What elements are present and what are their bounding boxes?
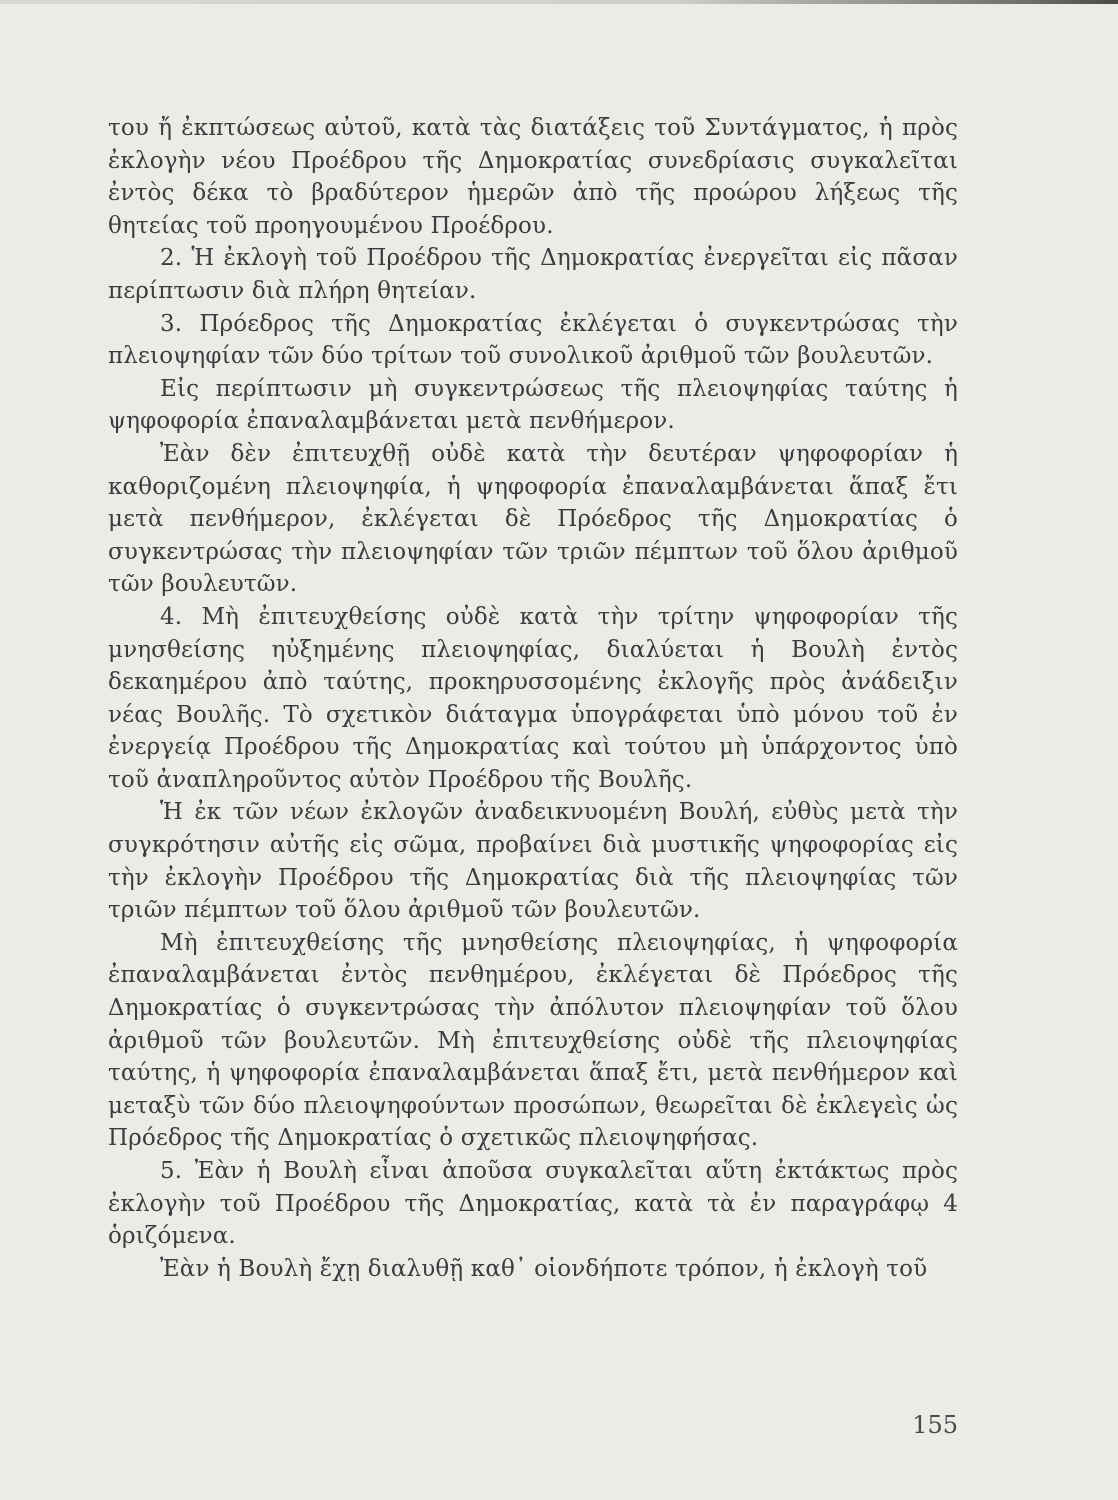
paragraph: Μὴ ἐπιτευχθείσης τῆς μνησθείσης πλειοψηφίας, ἡ ψηφοφορία ἐπαναλαμβάνεται ἐντὸς πενθημέρου, ἐκλέγεται δὲ Πρόεδρος τῆς Δημοκρατίας ὁ συγκεντρώσας τὴν ἀπόλυτον πλειοψηφίαν τοῦ ὅλου ἀριθμοῦ τῶν βουλευτῶν. Μὴ ἐπιτευχθείσης οὐδὲ τῆς πλειοψηφίας ταύτης, ἡ ψηφοφορία ἐπαναλαμβάνεται ἅπαξ ἔτι, μετὰ πενθήμερον καὶ μεταξὺ τῶν δύο πλειοψηφούντων προσώπων, θεωρεῖται δὲ ἐκλεγεὶς ὡς Πρόεδρος τῆς Δημοκρατίας ὁ σχετικῶς πλειοψηφήσας. <box>108 929 958 1152</box>
paragraph: 2. Ἡ ἐκλογὴ τοῦ Προέδρου τῆς Δημοκρατίας ἐνεργεῖται εἰς πᾶσαν περίπτωσιν διὰ πλήρη θητείαν. <box>108 245 958 304</box>
paragraph: του ἤ ἐκπτώσεως αὐτοῦ, κατὰ τὰς διατάξεις τοῦ Συντάγματος, ἡ πρὸς ἐκλογὴν νέου Προέδρου τῆς Δημοκρατίας συνεδρίασις συγκαλεῖται ἐντὸς δέκα τὸ βραδύτερον ἡμερῶν ἀπὸ τῆς προώρου λήξεως τῆς θητείας τοῦ προηγουμένου Προέδρου. <box>108 115 958 239</box>
paragraph: 5. Ἐὰν ἡ Βουλὴ εἶναι ἀποῦσα συγκαλεῖται αὕτη ἐκτάκτως πρὸς ἐκλογὴν τοῦ Προέδρου τῆς Δημοκρατίας, κατὰ τὰ ἐν παραγράφῳ 4 ὁριζόμενα. <box>108 1158 958 1250</box>
paragraph: Ἐὰν δὲν ἐπιτευχθῇ οὐδὲ κατὰ τὴν δευτέραν ψηφοφορίαν ἡ καθοριζομένη πλειοψηφία, ἡ ψηφοφορία ἐπαναλαμβάνεται ἅπαξ ἔτι μετὰ πενθήμερον, ἐκλέγεται δὲ Πρόεδρος τῆς Δημοκρατίας ὁ συγκεντρώσας τὴν πλειοψηφίαν τῶν τριῶν πέμπτων τοῦ ὅλου ἀριθμοῦ τῶν βουλευτῶν. <box>108 440 958 598</box>
paragraph: 4. Μὴ ἐπιτευχθείσης οὐδὲ κατὰ τὴν τρίτην ψηφοφορίαν τῆς μνησθείσης ηὐξημένης πλειοψηφίας, διαλύεται ἡ Βουλὴ ἐντὸς δεκαημέρου ἀπὸ ταύτης, προκηρυσσομένης ἐκλογῆς πρὸς ἀνάδειξιν νέας Βουλῆς. Τὸ σχετικὸν διάταγμα ὑπογράφεται ὑπὸ μόνου τοῦ ἐν ἐνεργείᾳ Προέδρου τῆς Δημοκρατίας καὶ τούτου μὴ ὑπάρχοντος ὑπὸ τοῦ ἀναπληροῦντος αὐτὸν Προέδρου τῆς Βουλῆς. <box>108 603 958 793</box>
body-text <box>108 112 958 1285</box>
paragraph: Εἰς περίπτωσιν μὴ συγκεντρώσεως τῆς πλειοψηφίας ταύτης ἡ ψηφοφορία ἐπαναλαμβάνεται μετὰ πενθήμερον. <box>108 375 958 435</box>
paragraph: 3. Πρόεδρος τῆς Δημοκρατίας ἐκλέγεται ὁ συγκεντρώσας τὴν πλειοψηφίαν τῶν δύο τρίτων τοῦ συνολικοῦ ἀριθμοῦ τῶν βουλευτῶν. <box>108 310 958 370</box>
paragraph: Ἐὰν ἡ Βουλὴ ἔχῃ διαλυθῇ καθ᾽ οἱονδήποτε τρόπον, ἡ ἐκλογὴ τοῦ <box>160 1255 928 1282</box>
page-top-edge <box>0 0 1118 4</box>
paragraph: Ἡ ἐκ τῶν νέων ἐκλογῶν ἀναδεικνυομένη Βουλή, εὐθὺς μετὰ τὴν συγκρότησιν αὐτῆς εἰς σῶμα, προβαίνει διὰ μυστικῆς ψηφοφορίας εἰς τὴν ἐκλογὴν Προέδρου τῆς Δημοκρατίας διὰ τῆς πλειοψηφίας τῶν τριῶν πέμπτων τοῦ ὅλου ἀριθμοῦ τῶν βουλευτῶν. <box>108 799 958 924</box>
page-number: 155 <box>912 1411 958 1439</box>
